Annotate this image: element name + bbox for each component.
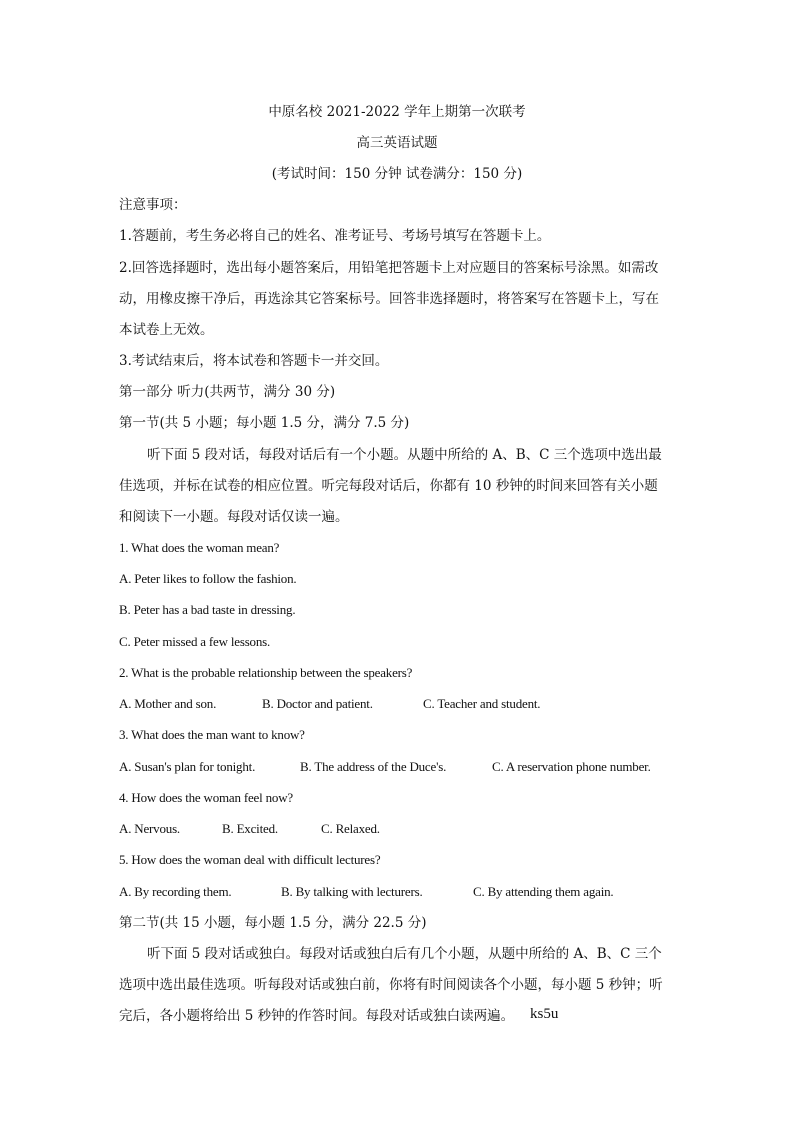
question-2-option-c: C. Teacher and student. [423, 696, 541, 711]
question-3-option-a: A. Susan's plan for tonight. [119, 759, 256, 774]
question-3-option-b: B. The address of the Duce's. [300, 759, 447, 774]
question-1-stem: 1. What does the woman mean? [119, 540, 280, 555]
section1-title: 第一节(共 5 小题；每小题 1.5 分，满分 7.5 分) [119, 415, 410, 431]
question-2-option-a: A. Mother and son. [119, 696, 217, 711]
part1-title: 第一部分 听力(共两节，满分 30 分) [119, 384, 336, 400]
notice-title: 注意事项： [119, 197, 187, 213]
question-4-option-a: A. Nervous. [119, 821, 180, 836]
question-1-option-c: C. Peter missed a few lessons. [119, 634, 271, 649]
exam-time-info: (考试时间：150 分钟 试卷满分：150 分) [271, 166, 523, 182]
question-5-option-c: C. By attending them again. [473, 884, 614, 899]
section2-title: 第二节(共 15 小题，每小题 1.5 分，满分 22.5 分) [119, 915, 427, 931]
section1-instruction-line-1: 听下面 5 段对话，每段对话后有一个小题。从题中所给的 A、B、C 三个选项中选出最 [147, 447, 662, 463]
exam-title: 中原名校 2021-2022 学年上期第一次联考 [268, 104, 526, 120]
question-1-option-a: A. Peter likes to follow the fashion. [119, 571, 297, 586]
question-4-stem: 4. How does the woman feel now? [119, 790, 293, 805]
section2-instruction-line-2: 选项中选出最佳选项。听每段对话或独白前，你将有时间阅读各个小题，每小题 5 秒钟；听 [119, 977, 663, 993]
question-5-stem: 5. How does the woman deal with difficult lectures? [119, 852, 381, 867]
section1-instruction-line-3: 和阅读下一小题。每段对话仅读一遍。 [119, 509, 349, 525]
question-2-stem: 2. What is the probable relationship between the speakers? [119, 665, 413, 680]
notice-item-2-line-1: 2.回答选择题时，选出每小题答案后，用铅笔把答题卡上对应题目的答案标号涂黑。如需改 [119, 260, 659, 276]
question-3-stem: 3. What does the man want to know? [119, 727, 305, 742]
question-5-option-a: A. By recording them. [119, 884, 232, 899]
section2-instruction-line-1: 听下面 5 段对话或独白。每段对话或独白后有几个小题，从题中所给的 A、B、C 三个 [147, 946, 662, 962]
notice-item-1: 1.答题前，考生务必将自己的姓名、准考证号、考场号填写在答题卡上。 [119, 228, 551, 244]
exam-subtitle: 高三英语试题 [356, 135, 438, 151]
section2-instruction-line-3: 完后，各小题将给出 5 秒钟的作答时间。每段对话或独白读两遍。 [119, 1008, 515, 1024]
question-4-option-b: B. Excited. [222, 821, 278, 836]
question-2-option-b: B. Doctor and patient. [262, 696, 373, 711]
question-5-option-b: B. By talking with lecturers. [281, 884, 423, 899]
section1-instruction-line-2: 佳选项，并标在试卷的相应位置。听完每段对话后，你都有 10 秒钟的时间来回答有关小题 [119, 478, 658, 494]
watermark-text: ks5u [530, 1006, 559, 1022]
question-1-option-b: B. Peter has a bad taste in dressing. [119, 602, 296, 617]
notice-item-3: 3.考试结束后，将本试卷和答题卡一并交回。 [119, 353, 389, 369]
question-4-option-c: C. Relaxed. [321, 821, 380, 836]
notice-item-2-line-3: 本试卷上无效。 [119, 322, 214, 338]
question-3-option-c: C. A reservation phone number. [492, 759, 651, 774]
notice-item-2-line-2: 动，用橡皮擦干净后，再选涂其它答案标号。回答非选择题时，将答案写在答题卡上，写在 [119, 291, 659, 307]
